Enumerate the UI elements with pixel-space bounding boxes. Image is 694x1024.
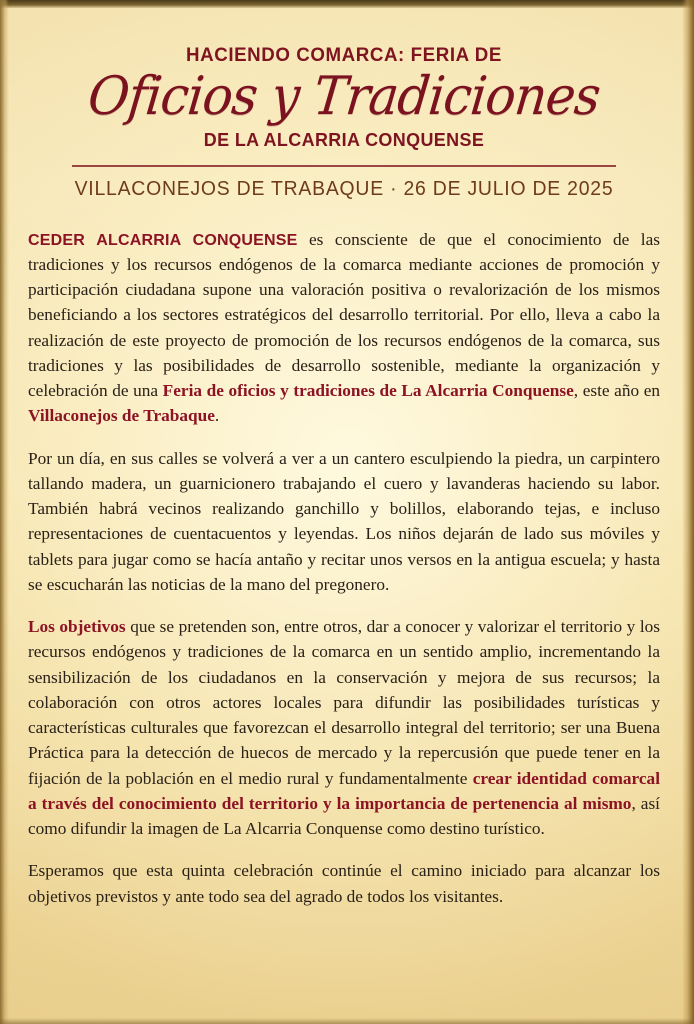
text-run: . (214, 406, 220, 426)
organization-name: CEDER ALCARRIA CONQUENSE (28, 231, 298, 249)
text-run: , este año en (573, 381, 660, 401)
text-run: , así como difundir la imagen de La Alcarria Conquense como destino turístico. (28, 793, 660, 839)
paragraph (28, 614, 660, 841)
highlighted-text: Los objetivos (28, 617, 126, 637)
paragraph (28, 446, 660, 598)
poster-subtitle: DE LA ALCARRIA CONQUENSE (203, 129, 485, 150)
poster-place-date: VILLACONEJOS DE TRABAQUE · 26 DE JULIO DE 2025 (74, 177, 614, 200)
highlighted-text: Feria de oficios y tradiciones de La Alcarria Conquense (162, 381, 574, 401)
text-run: Esperamos que esta quinta celebración continúe el camino iniciado para alcanzar los objetivos previstos y ante todo sea del agrado de todos los visitantes. (28, 861, 660, 906)
paragraph (28, 858, 660, 909)
poster-kicker: HACIENDO COMARCA: FERIA DE (186, 44, 502, 66)
poster-header (28, 44, 660, 201)
paragraph (28, 227, 660, 429)
text-run: que se pretenden son, entre otros, dar a conocer y valorizar el territorio y los recursos endógenos y tradiciones de la comarca en un sentido amplio, incrementando la sensibilización de los ciudadanos en la conservación y mejora de sus recursos; la colaboración con otros actores locales para difundir las posibilidades turísticas y características culturales que favorezcan el desarrollo integral del territorio; ser una Buena Práctica para la detección de huecos de mercado y la repercusión que puede tener en la fijación de la población en el medio rural y fundamentalmente (28, 617, 661, 788)
text-run: es consciente de que el conocimiento de las tradiciones y los recursos endógenos de la comarca mediante acciones de promoción y participación ciudadana supone una valoración positiva o revalorización de los mismos beneficiando a los sectores estratégicos del desarrollo territorial. Por ello, lleva a cabo la realización de este proyecto de promoción de los recursos endógenos de la comarca, sus tradiciones y las posibilidades de desarrollo sostenible, mediante la organización y celebración de una (28, 229, 660, 401)
highlighted-text: Villaconejos de Trabaque (28, 406, 215, 426)
highlighted-text: crear identidad comarcal a través del conocimiento del territorio y la importancia de pertenencia al mismo (28, 768, 660, 813)
header-divider (72, 165, 616, 167)
page-edge-bottom (0, 1018, 694, 1024)
poster-body (28, 227, 660, 909)
poster-title: Oficios y Tradiciones (85, 65, 603, 127)
text-run: Por un día, en sus calles se volverá a ver a un cantero esculpiendo la piedra, un carpintero tallando madera, un guarnicionero trabajando el cuero y lavanderas haciendo su labor. También habrá vecinos realizando ganchillo y bolillos, elaborando tejas, e incluso representaciones de cuentacuentos y leyendas. Los niños dejarán de lado sus móviles y tablets para jugar como se hacía antaño y recitar unos versos en la antigua escuela; y hasta se escucharán las noticias de la mano del pregonero. (28, 448, 660, 594)
